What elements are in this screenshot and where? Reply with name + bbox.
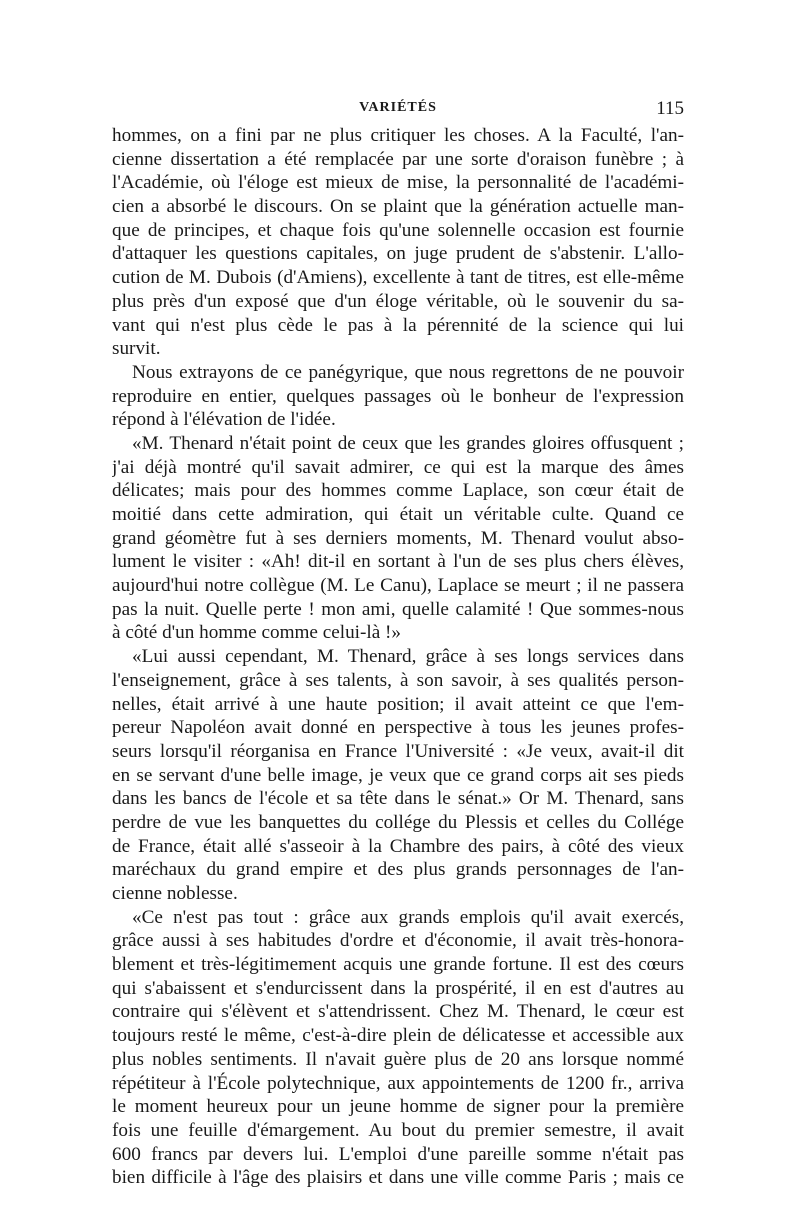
- page-body-text: [112, 124, 684, 1190]
- page-number: 115: [656, 98, 684, 119]
- text-line: répond à l'élévation de l'idée.: [112, 409, 336, 431]
- text-line: l'Académie, où l'éloge est mieux de mise, la personnalité de l'académi-: [112, 172, 684, 194]
- text-line: pas la nuit. Quelle perte ! mon ami, quelle calamité ! Que sommes-nous: [112, 598, 684, 620]
- text-line: «Lui aussi cependant, M. Thenard, grâce à ses longs services dans: [132, 646, 684, 668]
- page-header: [112, 100, 684, 120]
- text-line: dans les bancs de l'école et sa tête dans le sénat.» Or M. Thenard, sans: [112, 788, 684, 810]
- text-line: aujourd'hui notre collègue (M. Le Canu), Laplace se meurt ; il ne passera: [112, 575, 684, 597]
- text-line: j'ai déjà montré qu'il savait admirer, ce qui est la marque des âmes: [112, 456, 684, 478]
- text-line: en se servant d'une belle image, je veux que ce grand corps ait ses pieds: [112, 764, 684, 786]
- text-line: reproduire en entier, quelques passages où le bonheur de l'expression: [112, 385, 684, 407]
- text-line: grâce aussi à ses habitudes d'ordre et d'économie, il avait très-honora-: [112, 930, 684, 952]
- text-line: «M. Thenard n'était point de ceux que les grandes gloires offusquent ;: [132, 432, 684, 454]
- text-line: seurs lorsqu'il réorganisa en France l'Université : «Je veux, avait-il dit: [112, 740, 684, 762]
- running-title: VARIÉTÉS: [359, 100, 437, 115]
- text-line: «Ce n'est pas tout : grâce aux grands emplois qu'il avait exercés,: [132, 906, 684, 928]
- text-line: maréchaux du grand empire et des plus grands personnages de l'an-: [112, 859, 684, 881]
- text-line: bien difficile à l'âge des plaisirs et dans une ville comme Paris ; mais ce: [112, 1167, 684, 1189]
- text-line: qui s'abaissent et s'endurcissent dans la prospérité, il en est d'autres au: [112, 977, 684, 999]
- text-line: nelles, était arrivé à une haute position; il avait atteint ce que l'em-: [112, 693, 684, 715]
- text-line: grand géomètre fut à ses derniers moments, M. Thenard voulut abso-: [112, 527, 684, 549]
- text-line: cienne noblesse.: [112, 883, 238, 904]
- text-line: moitié dans cette admiration, qui était un véritable culte. Quand ce: [112, 504, 684, 525]
- text-line: 600 francs par devers lui. L'emploi d'une pareille somme n'était pas: [112, 1143, 684, 1165]
- text-line: Nous extrayons de ce panégyrique, que nous regrettons de ne pouvoir: [132, 361, 684, 383]
- text-line: perdre de vue les banquettes du collége du Plessis et celles du Collége: [112, 811, 684, 833]
- text-line: plus nobles sentiments. Il n'avait guère plus de 20 ans lorsque nommé: [112, 1048, 684, 1070]
- text-line: l'enseignement, grâce à ses talents, à son savoir, à ses qualités person-: [112, 669, 684, 691]
- text-line: contraire qui s'élèvent et s'attendrissent. Chez M. Thenard, le cœur est: [112, 1001, 684, 1023]
- text-line: survit.: [112, 338, 161, 360]
- text-line: à côté d'un homme comme celui-là !»: [112, 622, 402, 644]
- text-line: pereur Napoléon avait donné en perspective à tous les jeunes profes-: [112, 717, 684, 739]
- text-line: fois une feuille d'émargement. Au bout du premier semestre, il avait: [112, 1119, 684, 1141]
- text-line: lument le visiter : «Ah! dit-il en sortant à l'un de ses plus chers élèves,: [112, 551, 684, 573]
- text-line: plus près d'un exposé que d'un éloge véritable, où le souvenir du sa-: [112, 290, 684, 312]
- text-line: vant qui n'est plus cède le pas à la pérennité de la science qui lui: [112, 314, 684, 336]
- text-line: répétiteur à l'École polytechnique, aux appointements de 1200 fr., arriva: [112, 1072, 684, 1094]
- text-line: cution de M. Dubois (d'Amiens), excellente à tant de titres, est elle-même: [112, 267, 684, 289]
- text-line: le moment heureux pour un jeune homme de signer pour la première: [112, 1096, 684, 1118]
- text-line: cien a absorbé le discours. On se plaint que la génération actuelle man-: [112, 196, 684, 218]
- text-line: hommes, on a fini par ne plus critiquer les choses. A la Faculté, l'an-: [112, 125, 684, 146]
- text-line: d'attaquer les questions capitales, on juge prudent de s'abstenir. L'allo-: [112, 243, 684, 265]
- text-line: toujours resté le même, c'est-à-dire plein de délicatesse et accessible aux: [112, 1025, 684, 1047]
- text-line: cienne dissertation a été remplacée par une sorte d'oraison funèbre ; à: [112, 148, 684, 170]
- text-line: que de principes, et chaque fois qu'une solennelle occasion est fournie: [112, 219, 684, 241]
- text-line: blement et très-légitimement acquis une grande fortune. Il est des cœurs: [112, 954, 684, 976]
- text-line: délicates; mais pour des hommes comme Laplace, son cœur était de: [112, 480, 684, 502]
- text-line: de France, était allé s'asseoir à la Chambre des pairs, à côté des vieux: [112, 835, 684, 857]
